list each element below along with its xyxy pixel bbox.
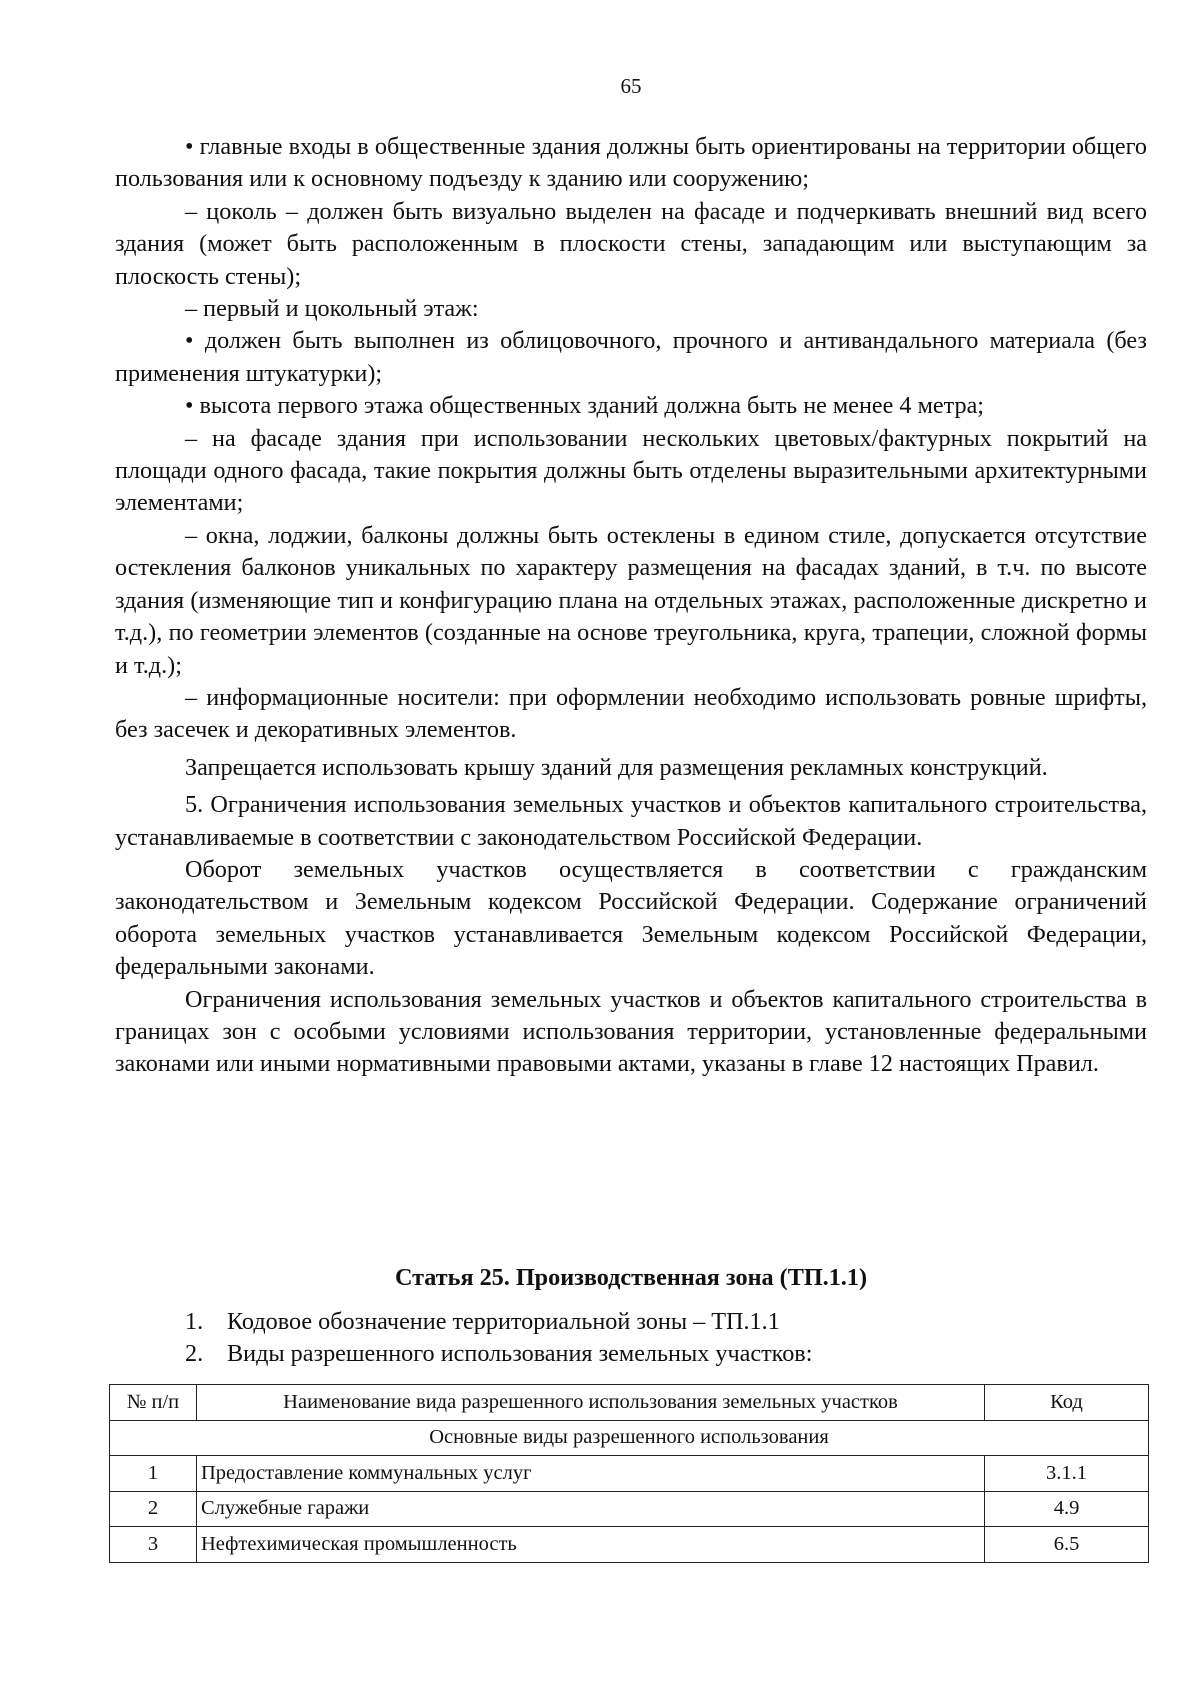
header-code: Код: [985, 1385, 1149, 1421]
paragraph-land-turnover: Оборот земельных участков осуществляется в соответствии с гражданским законодательством и Земельным кодексом Российской Федерации. Содержание ограничений оборота земельных участков устанавливается Земельным кодексом Российской Федерации, федеральными законами.: [115, 855, 1147, 981]
paragraph-section-5: 5. Ограничения использования земельных участков и объектов капитального строительства, устанавливаемые в соответствии с законодательством Российской Федерации.: [115, 791, 1147, 851]
paragraph-facade-coatings: – на фасаде здания при использовании нескольких цветовых/фактурных покрытий на площади одного фасада, такие покрытия должны быть отделены выразительными архитектурными элементами;: [115, 424, 1147, 517]
row-use-name: Предоставление коммунальных услуг: [197, 1456, 985, 1492]
paragraph-windows-balconies: – окна, лоджии, балконы должны быть остеклены в едином стиле, допускается отсутствие остекления балконов уникальных по характеру размещения на фасадах зданий, в т.ч. по высоте здания (изменяющие тип и конфигурацию плана на отдельных этажах, расположенные дискретно и т.д.), по геометрии элементов (созданные на основе треугольника, круга, трапеции, сложной формы и т.д.);: [115, 521, 1147, 679]
row-code: 3.1.1: [985, 1456, 1149, 1492]
numbered-list: [115, 1306, 1147, 1370]
row-number: 1: [110, 1456, 197, 1492]
header-use-name: Наименование вида разрешенного использования земельных участков: [197, 1385, 985, 1421]
paragraph-special-zones: Ограничения использования земельных участков и объектов капитального строительства в границах зон с особыми условиями использования территории, установленные федеральными законами или иными нормативными правовыми актами, указаны в главе 12 настоящих Правил.: [115, 985, 1147, 1078]
body-text: [115, 131, 1147, 1081]
list-item-number: 1.: [185, 1308, 204, 1335]
row-use-name: Служебные гаражи: [197, 1491, 985, 1527]
list-item-text: Виды разрешенного использования земельных участков:: [227, 1340, 813, 1367]
paragraph-main-entrances: • главные входы в общественные здания должны быть ориентированы на территории общего пользования или к основному подъезду к зданию или сооружению;: [115, 133, 1147, 193]
paragraph-facing-material: • должен быть выполнен из облицовочного, прочного и антивандального материала (без применения штукатурки);: [115, 327, 1147, 387]
row-use-name: Нефтехимическая промышленность: [197, 1527, 985, 1563]
section-title: Основные виды разрешенного использования: [110, 1420, 1149, 1456]
table-row: [110, 1456, 1149, 1492]
row-code: 6.5: [985, 1527, 1149, 1563]
row-number: 2: [110, 1491, 197, 1527]
list-item: [115, 1306, 1147, 1338]
row-number: 3: [110, 1527, 197, 1563]
row-code: 4.9: [985, 1491, 1149, 1527]
list-item-text: Кодовое обозначение территориальной зоны – ТП.1.1: [227, 1308, 780, 1335]
table-row: [110, 1491, 1149, 1527]
paragraph-floor-height: • высота первого этажа общественных зданий должна быть не менее 4 метра;: [185, 392, 985, 420]
header-number: № п/п: [110, 1385, 197, 1421]
page-number: 65: [620, 74, 642, 98]
table-header-row: [110, 1385, 1149, 1421]
list-item: [115, 1338, 1147, 1370]
paragraph-first-floor: – первый и цокольный этаж:: [185, 295, 479, 323]
paragraph-information-carriers: – информационные носители: при оформлении необходимо использовать ровные шрифты, без засечек и декоративных элементов.: [115, 683, 1147, 744]
paragraph-roof-prohibition: Запрещается использовать крышу зданий для размещения рекламных конструкций.: [185, 753, 1048, 781]
table-row: [110, 1527, 1149, 1563]
permitted-uses-table: [109, 1384, 1149, 1563]
paragraph-plinth: – цоколь – должен быть визуально выделен на фасаде и подчеркивать внешний вид всего здания (может быть расположенным в плоскости стены, западающим или выступающим за плоскость стены);: [115, 197, 1147, 290]
table-section-row: [110, 1420, 1149, 1456]
article-heading: Статья 25. Производственная зона (ТП.1.1): [394, 1264, 868, 1291]
list-item-number: 2.: [185, 1340, 204, 1367]
